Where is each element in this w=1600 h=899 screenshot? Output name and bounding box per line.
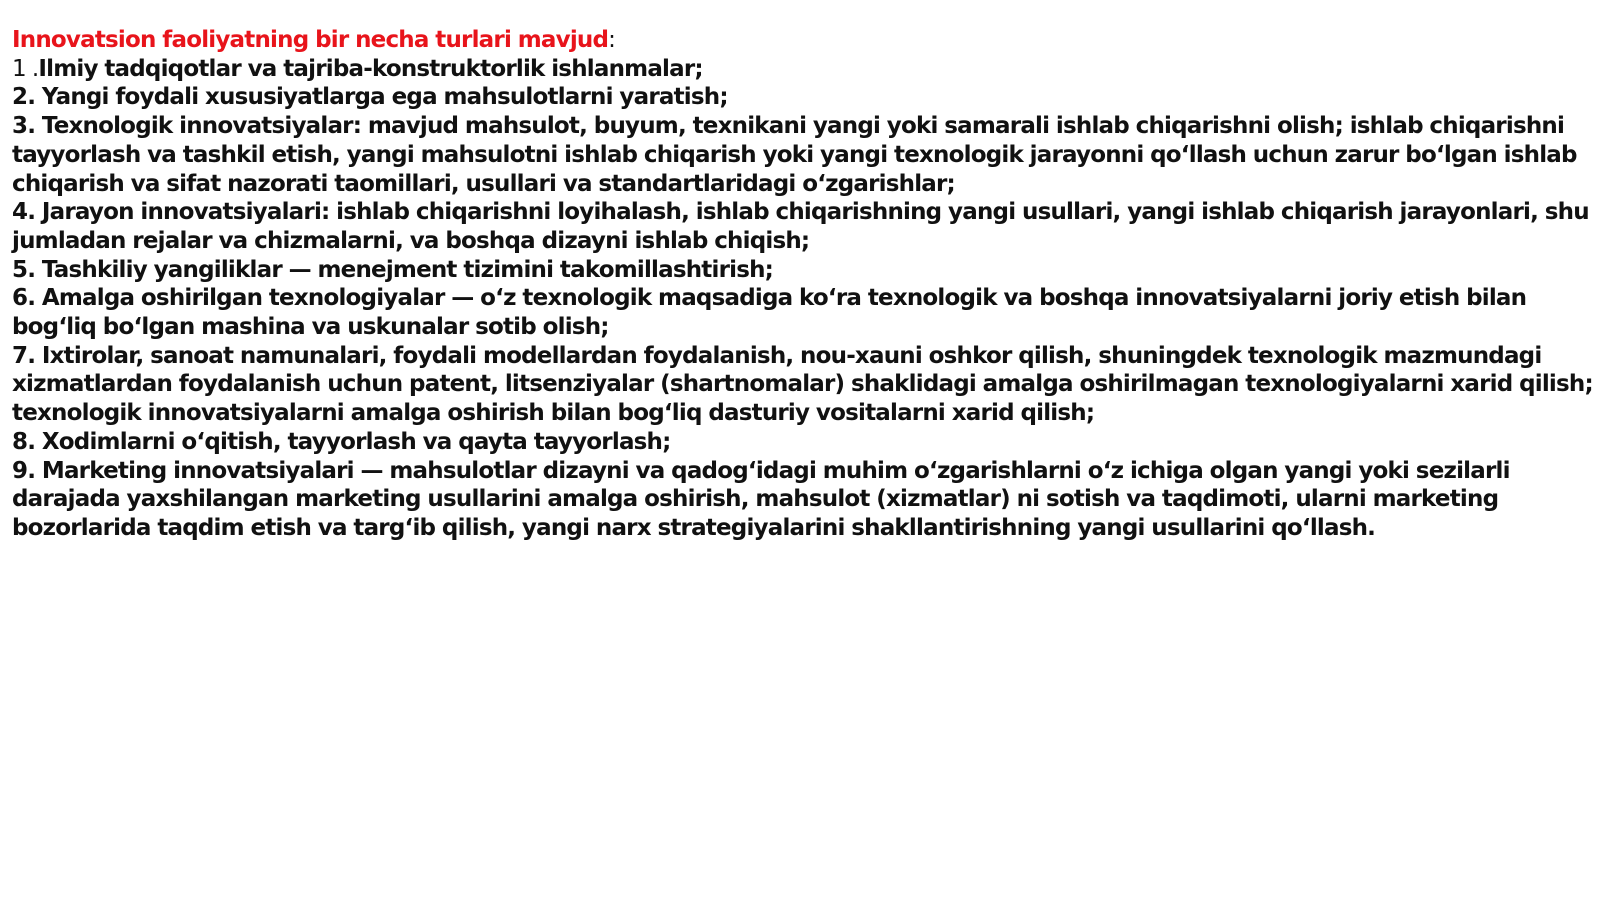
item-number: 1 . <box>12 55 39 82</box>
list-item-1 <box>12 55 1594 84</box>
item-text: Amalga oshirilgan texnologiyalar — o‘z texnologik maqsadiga ko‘ra texnologik va boshqa innovatsiyalarni joriy etish bilan bog‘liq bo‘lgan mashina va uskunalar sotib olish; <box>12 285 1527 341</box>
item-number: 9. <box>12 457 42 484</box>
list-item-5 <box>12 256 1594 285</box>
list-item-3 <box>12 112 1594 198</box>
item-text: Texnologik innovatsiyalar: mavjud mahsulot, buyum, texnikani yangi yoki samarali ishlab chiqarishni olish; ishlab chiqarishni tayyorlash va tashkil etish, yangi mahsulotni ishlab chiqarish yoki yangi texnologik jarayonni qo‘llash uchun zarur bo‘lgan ishlab chiqarish va sifat nazorati taomillari, usullari va standartlaridagi o‘zgarishlar; <box>12 113 1577 197</box>
item-text: Ixtirolar, sanoat namunalari, foydali modellardan foydalanish, nou-xauni oshkor qilish, shuningdek texnologik mazmundagi xizmatlardan foydalanish uchun patent, litsenziyalar (shartnomalar) shaklidagi amalga oshirilmagan texnologiyalarni xarid qilish; texnologik innovatsiyalarni amalga oshirish bilan bog‘liq dasturiy vositalarni xarid qilish; <box>12 342 1593 427</box>
list-item-4 <box>12 198 1594 255</box>
item-text: Yangi foydali xususiyatlarga ega mahsulotlarni yaratish; <box>41 84 728 111</box>
list-item-8 <box>12 428 1594 457</box>
item-text: Marketing innovatsiyalari — mahsulotlar dizayni va qadog‘idagi muhim o‘zgarishlarni o‘z ichiga olgan yangi yoki sezilarli darajada yaxshilangan marketing usullarini amalga oshirish, mahsulot (xizmatlar) ni sotish va taqdimoti, ularni marketing bozorlarida taqdim etish va targ‘ib qilish, yangi narx strategiyalarini shakllantirishning yangi usullarini qo‘llash. <box>12 457 1510 541</box>
list-item-7 <box>12 342 1594 428</box>
list-item-6 <box>12 284 1594 341</box>
item-text: Jarayon innovatsiyalari: ishlab chiqarishni loyihalash, ishlab chiqarishning yangi usullari, yangi ishlab chiqarish jarayonlari, shu jumladan rejalar va chizmalarni, va boshqa dizayni ishlab chiqish; <box>12 199 1589 254</box>
list-item-9 <box>12 457 1594 543</box>
heading-colon: : <box>608 27 616 53</box>
item-number: 3. <box>12 113 42 140</box>
item-number: 4. <box>12 199 42 226</box>
heading-line <box>12 26 1594 55</box>
item-text: Ilmiy tadqiqotlar va tajriba-konstruktorlik ishlanmalar; <box>38 55 703 82</box>
item-text: Tashkiliy yangiliklar — menejment tizimini takomillashtirish; <box>41 256 774 283</box>
list-item-2 <box>12 83 1594 112</box>
item-number: 8. <box>12 428 42 455</box>
item-number: 5. <box>12 256 42 283</box>
item-text: Xodimlarni o‘qitish, tayyorlash va qayta tayyorlash; <box>41 428 671 455</box>
slide-heading: Innovatsion faoliyatning bir necha turlari mavjud <box>12 27 609 53</box>
item-number: 2. <box>12 84 42 111</box>
item-number: 6. <box>12 285 42 312</box>
item-number: 7. <box>12 342 42 369</box>
slide-body <box>12 26 1594 543</box>
